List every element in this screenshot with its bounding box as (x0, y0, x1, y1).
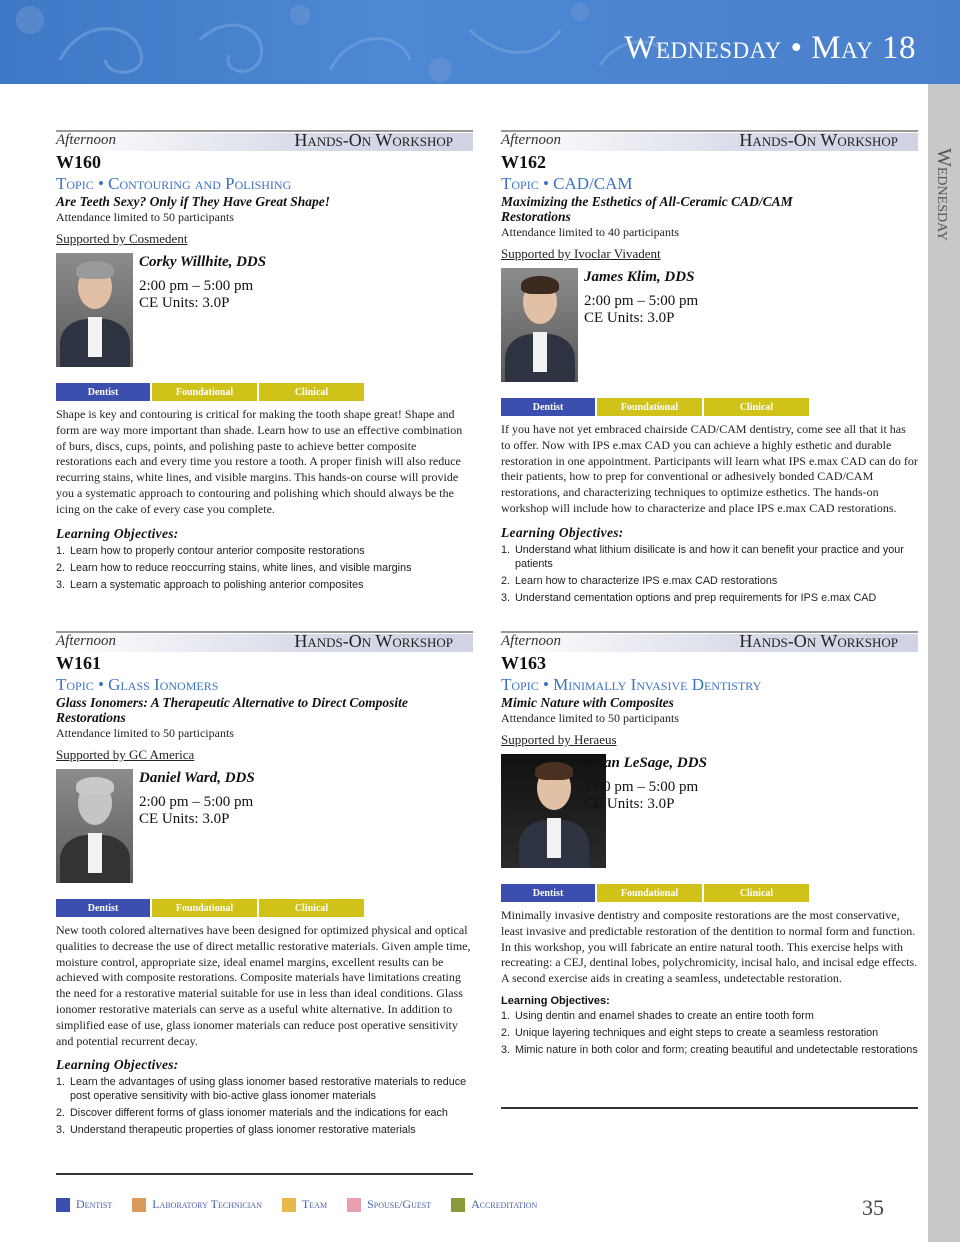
session-header-bar (56, 130, 473, 151)
session-time: Afternoon (501, 132, 561, 148)
tag-clinical: Clinical (704, 398, 809, 416)
legend-item-spouse-guest: Spouse/Guest (347, 1197, 431, 1212)
legend-swatch (282, 1198, 296, 1212)
list-item: 1. Using dentin and enamel shades to create an entire tooth form (501, 1009, 814, 1022)
session-hours: 2:00 pm – 5:00 pm (584, 293, 699, 309)
legend-item-team: Team (282, 1197, 327, 1212)
tag-dentist: Dentist (56, 383, 150, 401)
legend-item-lab-tech: Laboratory Technician (132, 1197, 262, 1212)
list-item: 3. Learn a systematic approach to polishing anterior composites (56, 578, 364, 591)
side-tab (928, 84, 960, 1242)
tag-dentist: Dentist (501, 884, 595, 902)
legend-swatch (132, 1198, 146, 1212)
session-description: New tooth colored alternatives have been designed for optimized physical and optical qualities to decrease the use of direct metallic restorative materials. Given ample time, moisture control, appropriate size, ideal enamel margins, excellent results can be achieved with composite restorations. Composite materials have limitations creating the need for a restorative material suitable for use in less than ideal conditions. Glass ionomer restorative materials can serve as a useful white alternative. In addition to simplified ease of use, glass ionomer materials can reduce post operative sensitivity and potential recurrent decay. (56, 923, 471, 1048)
tag-foundational: Foundational (152, 899, 257, 917)
tag-clinical: Clinical (259, 383, 364, 401)
speaker-name: James Klim, DDS (584, 269, 695, 285)
ce-units: CE Units: 3.0P (139, 295, 230, 311)
ce-units: CE Units: 3.0P (584, 310, 675, 326)
session-code: W161 (56, 653, 101, 673)
objectives-list (56, 544, 473, 592)
session-time: Afternoon (501, 633, 561, 649)
speaker-row (501, 754, 918, 868)
session-hours: 2:00 pm – 5:00 pm (584, 779, 699, 795)
session-subtitle: Glass Ionomers: A Therapeutic Alternative to Direct Composite Restorations (56, 695, 408, 725)
header-banner (0, 0, 960, 84)
legend-item-dentist: Dentist (56, 1197, 112, 1212)
attendance-limit: Attendance limited to 50 participants (56, 726, 234, 740)
ce-units: CE Units: 3.0P (584, 796, 675, 812)
list-item: 3. Understand cementation options and prep requirements for IPS e.max CAD (501, 591, 877, 604)
list-item: 3. Mimic nature in both color and form; creating beautiful and undetectable restorations (501, 1043, 918, 1056)
speaker-name: Daniel Ward, DDS (139, 770, 255, 786)
page-number: 35 (862, 1195, 884, 1220)
tag-clinical: Clinical (259, 899, 364, 917)
tag-foundational: Foundational (597, 884, 702, 902)
legend-swatch (347, 1198, 361, 1212)
speaker-info (139, 253, 266, 312)
legend-item-accreditation: Accreditation (451, 1197, 537, 1212)
objectives-list (56, 1075, 473, 1137)
session-type: Hands-On Workshop (739, 130, 898, 150)
sponsor-text: Supported by Cosmedent (56, 231, 188, 246)
session-hours: 2:00 pm – 5:00 pm (139, 278, 254, 294)
session-type: Hands-On Workshop (294, 130, 453, 150)
audience-tags (501, 884, 918, 902)
speaker-name: Brian LeSage, DDS (584, 755, 707, 771)
session-topic: Topic • Glass Ionomers (56, 675, 219, 694)
divider (501, 1107, 918, 1109)
sponsor-text: Supported by GC America (56, 747, 195, 762)
tag-foundational: Foundational (152, 383, 257, 401)
objectives-title: Learning Objectives: (56, 525, 179, 541)
objectives-list (501, 1009, 918, 1057)
tag-dentist: Dentist (56, 899, 150, 917)
session-topic: Topic • Minimally Invasive Dentistry (501, 675, 762, 694)
speaker-row (56, 769, 473, 883)
objectives-title: Learning Objectives: (501, 524, 624, 540)
session-header-bar (501, 631, 918, 652)
attendance-limit: Attendance limited to 40 participants (501, 225, 679, 239)
session-description: Shape is key and contouring is critical for making the tooth shape great! Shape and form are way more important than shade. Learn how to use an effective combination of burs, discs, cups, points, and polishing paste to achieve better composite restorations each and every time you restore a tooth. A proper finish will also reduce recurring stains, white lines, and visible margins. This hands-on course will provide you a systematic approach to contouring and polishing which should always be the icing on the cake of every case you complete. (56, 407, 463, 516)
session-time: Afternoon (56, 132, 116, 148)
sponsor-text: Supported by Ivoclar Vivadent (501, 246, 661, 261)
session-code: W162 (501, 152, 546, 172)
session-code: W160 (56, 152, 101, 172)
audience-tags (501, 398, 918, 416)
session-header-bar (501, 130, 918, 151)
session-description: If you have not yet embraced chairside CAD/CAM dentistry, come see all that it has to offer. Now with IPS e.max CAD you can achieve a highly esthetic and durable restoration in one appointment. Participants will learn what IPS e.max CAD can do for their patients, how to prep for conventional or adhesively bonded CAD/CAM restorations, and characterizing techniques to optimize esthetics. The hands-on workshop will include how to characterize and place IPS e.max CAD restorations. (501, 422, 918, 515)
attendance-limit: Attendance limited to 50 participants (501, 711, 679, 725)
list-item: 1. Learn how to properly contour anterior composite restorations (56, 544, 365, 557)
list-item: 1. Learn the advantages of using glass ionomer based restorative materials to reduce post operative sensitivity with bio-active glass ionomer materials (56, 1076, 467, 1103)
divider (56, 1173, 473, 1175)
legend-swatch (451, 1198, 465, 1212)
session-topic: Topic • Contouring and Polishing (56, 174, 292, 193)
speaker-name: Corky Willhite, DDS (139, 254, 267, 270)
list-item: 3. Understand therapeutic properties of glass ionomer restorative materials (56, 1124, 416, 1137)
ce-units: CE Units: 3.0P (139, 811, 230, 827)
list-item: 2. Learn how to characterize IPS e.max CAD restorations (501, 574, 778, 587)
speaker-info (584, 754, 707, 813)
session-w160 (56, 130, 473, 595)
session-w162 (501, 130, 918, 608)
session-subtitle: Mimic Nature with Composites (501, 695, 674, 710)
session-type: Hands-On Workshop (739, 631, 898, 651)
objectives-list (501, 543, 918, 605)
list-item: 2. Learn how to reduce reoccurring stains, white lines, and visible margins (56, 561, 412, 574)
list-item: 2. Discover different forms of glass ionomer materials and the indications for each (56, 1107, 448, 1120)
speaker-photo (56, 769, 133, 883)
objectives-title: Learning Objectives: (501, 994, 610, 1007)
audience-tags (56, 899, 473, 917)
session-description: Minimally invasive dentistry and composite restorations are the most conservative, least invasive and predictable restoration of the dentition to normal form and function. In this workshop, you will fabricate an entire natural tooth. This exercise helps with recreating: a CEJ, dentinal lobes, polychromicity, incisal halo, and incisal edge effects. A second exercise aids in creating a seamless, undetectable restoration. (501, 908, 918, 986)
session-topic: Topic • CAD/CAM (501, 174, 633, 193)
speaker-photo (56, 253, 133, 367)
list-item: 1. Understand what lithium disilicate is and how it can benefit your practice and your patients (501, 543, 904, 570)
session-header-bar (56, 631, 473, 652)
speaker-row (56, 253, 473, 367)
session-type: Hands-On Workshop (294, 631, 453, 651)
session-w161 (56, 631, 473, 1140)
tag-clinical: Clinical (704, 884, 809, 902)
session-w163 (501, 631, 918, 1060)
side-day-label: Wednesday (933, 148, 955, 242)
page-title: Wednesday • May 18 (624, 30, 916, 66)
audience-tags (56, 383, 473, 401)
speaker-info (139, 769, 255, 828)
tag-dentist: Dentist (501, 398, 595, 416)
speaker-row (501, 268, 918, 382)
list-item: 2. Unique layering techniques and eight steps to create a seamless restoration (501, 1026, 879, 1039)
objectives-title: Learning Objectives: (56, 1057, 179, 1073)
session-hours: 2:00 pm – 5:00 pm (139, 794, 254, 810)
session-code: W163 (501, 653, 546, 673)
tag-foundational: Foundational (597, 398, 702, 416)
legend (56, 1197, 557, 1212)
session-subtitle: Maximizing the Esthetics of All-Ceramic CAD/CAM Restorations (501, 194, 793, 224)
attendance-limit: Attendance limited to 50 participants (56, 210, 234, 224)
session-time: Afternoon (56, 633, 116, 649)
session-subtitle: Are Teeth Sexy? Only if They Have Great Shape! (56, 194, 330, 209)
speaker-info (584, 268, 698, 327)
legend-swatch (56, 1198, 70, 1212)
speaker-photo (501, 268, 578, 382)
sponsor-text: Supported by Heraeus (501, 732, 617, 747)
